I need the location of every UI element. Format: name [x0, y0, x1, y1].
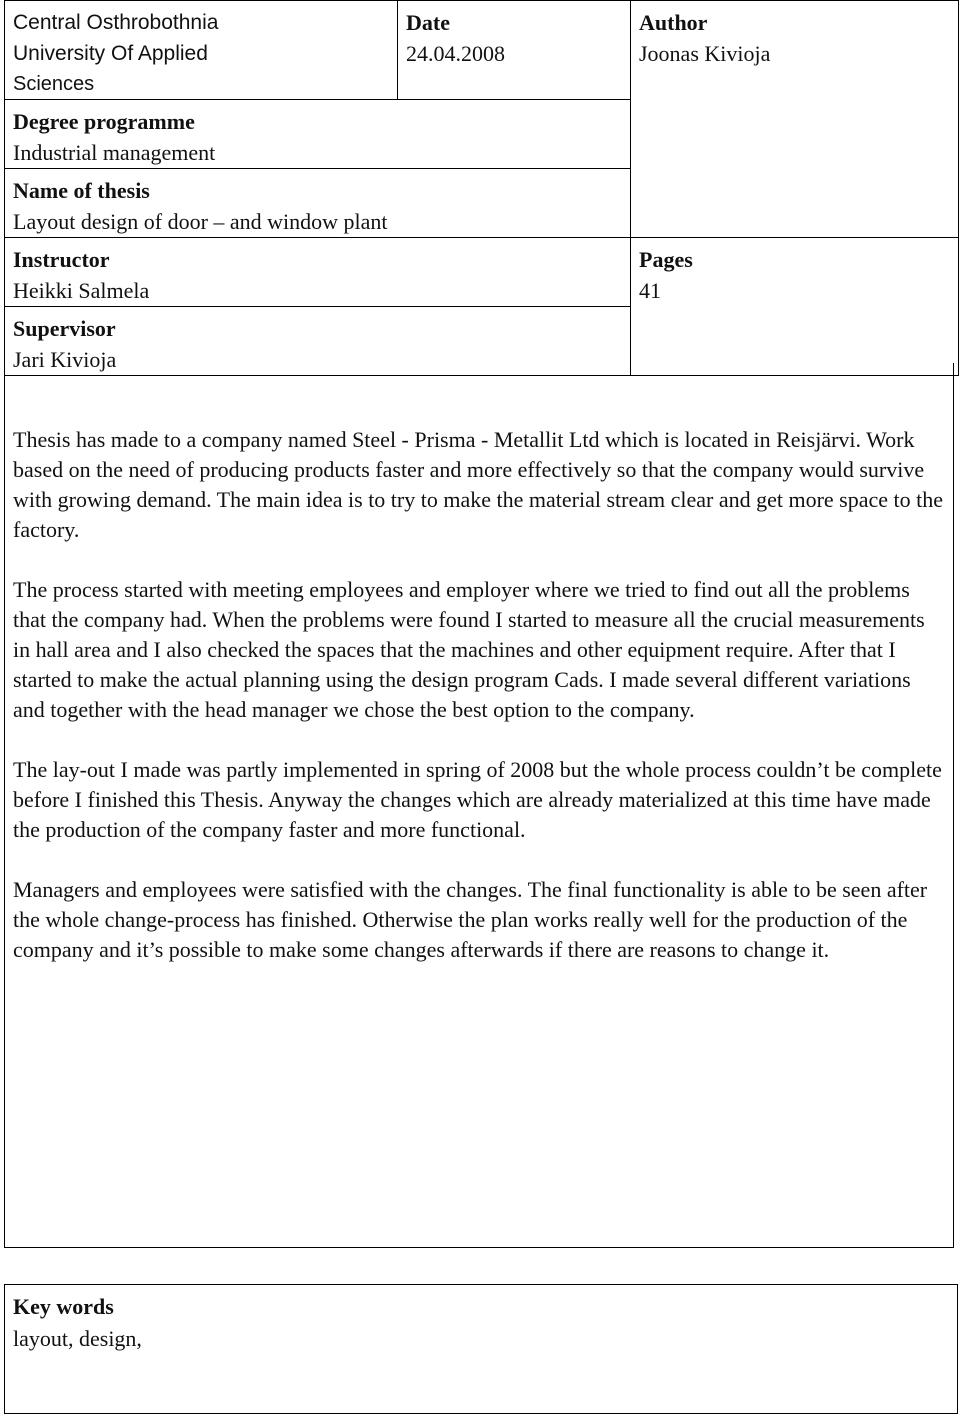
supervisor-label: Supervisor [13, 316, 116, 341]
date-label: Date [406, 10, 450, 35]
abstract-paragraph-4: Managers and employees were satisfied with the changes. The final functionality is able to be seen after the whole change-process has finished. Otherwise the plan works really well for the production of the company and it’s possible to make some changes afterwards if there are reasons to change it. [13, 877, 928, 962]
degree-cell [5, 100, 631, 169]
pages-value: 41 [639, 278, 661, 303]
abstract-paragraph-2: The process started with meeting employees and employer where we tried to find out all the problems that the company had. When the problems were found I started to measure all the crucial measurements in hall area and I also checked the spaces that the machines and other equipment require. After that I started to make the actual planning using the design program Cads. I made several different variations and together with the head manager we chose the best option to the company. [13, 577, 925, 722]
keywords-value: layout, design, [13, 1326, 142, 1351]
keywords-box [4, 1284, 958, 1414]
author-continuation-cell [631, 100, 959, 169]
abstract-paragraph-3: The lay-out I made was partly implemented in spring of 2008 but the whole process couldn’t be complete before I finished this Thesis. Anyway the changes which are already materialized at this time have made the production of the company faster and more functional. [13, 757, 942, 842]
keywords-label: Key words [13, 1294, 114, 1319]
thesis-info-table [4, 0, 959, 376]
institution-cell [5, 1, 398, 100]
date-value: 24.04.2008 [406, 41, 505, 66]
supervisor-value: Jari Kivioja [13, 347, 117, 372]
instructor-label: Instructor [13, 247, 110, 272]
degree-label: Degree programme [13, 109, 195, 134]
instructor-value: Heikki Salmela [13, 278, 150, 303]
thesis-name-value: Layout design of door – and window plant [13, 209, 388, 234]
abstract-box [4, 363, 954, 1248]
date-cell [398, 1, 631, 100]
abstract-paragraph-1: Thesis has made to a company named Steel - Prisma - Metallit Ltd which is located in Reisjärvi. Work based on the need of producing products faster and more effectively so that the company would survive with growing demand. The main idea is to try to make the material stream clear and get more space to the factory. [13, 427, 944, 542]
thesis-name-label: Name of thesis [13, 178, 150, 203]
author-cell [631, 1, 959, 100]
degree-value: Industrial management [13, 140, 216, 165]
institution-line-3: Sciences [13, 73, 95, 95]
author-value: Joonas Kivioja [639, 41, 771, 66]
institution-line-2: University Of Applied [13, 42, 208, 65]
thesis-name-cell [5, 169, 631, 238]
author-end-cell [631, 169, 959, 238]
instructor-cell [5, 238, 631, 307]
institution-line-1: Central Osthrobothnia [13, 11, 219, 34]
pages-cell [631, 238, 959, 307]
author-label: Author [639, 10, 708, 35]
pages-label: Pages [639, 247, 693, 272]
